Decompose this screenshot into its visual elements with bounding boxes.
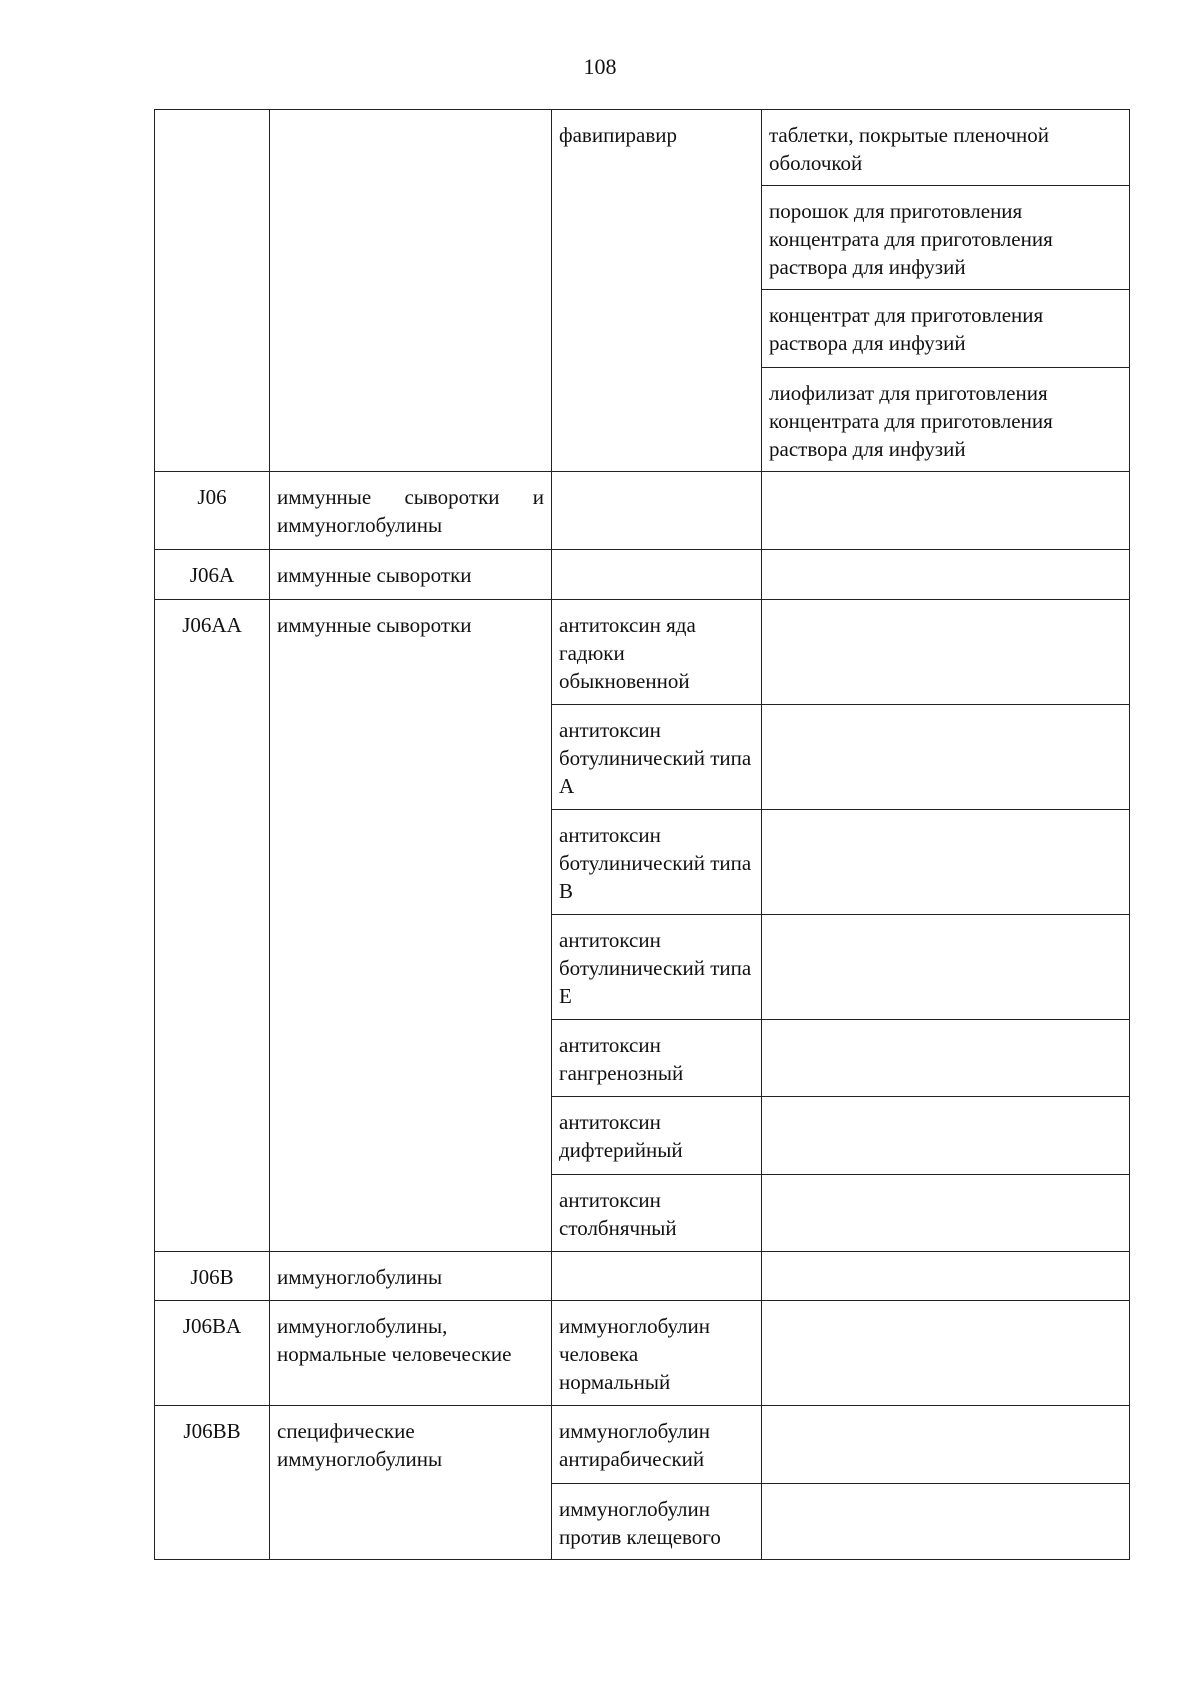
dosage-form-cell — [762, 1175, 1130, 1252]
dosage-form-cell: лиофилизат для приготовления концентрата для приготовления раствора для инфузий — [762, 368, 1130, 472]
drug-name-cell — [552, 550, 762, 600]
group-name-cell: специфические иммуноглобулины — [270, 1406, 552, 1560]
dosage-form-cell: концентрат для приготовления раствора для инфузий — [762, 290, 1130, 368]
dosage-form-cell — [762, 472, 1130, 550]
atc-code-cell — [155, 110, 270, 472]
group-name-cell: иммунные сыворотки и иммуноглобулины — [270, 472, 552, 550]
table-row — [155, 1301, 1130, 1406]
table-row — [155, 110, 1130, 186]
group-name-cell: иммунные сыворотки — [270, 600, 552, 1252]
dosage-form-cell: таблетки, покрытые пленочной оболочкой — [762, 110, 1130, 186]
table-row — [155, 1252, 1130, 1301]
drug-classification-table — [154, 109, 1130, 1560]
dosage-form-cell — [762, 1020, 1130, 1097]
drug-name-cell: фавипиравир — [552, 110, 762, 472]
group-name-cell: иммуноглобулины, нормальные человеческие — [270, 1301, 552, 1406]
drug-name-cell — [552, 1252, 762, 1301]
dosage-form-cell — [762, 1097, 1130, 1175]
dosage-form-cell — [762, 600, 1130, 705]
table-row — [155, 472, 1130, 550]
dosage-form-cell — [762, 1301, 1130, 1406]
drug-name-cell: иммуноглобулин против клещевого — [552, 1484, 762, 1560]
table-row — [155, 600, 1130, 705]
atc-code-cell: J06AA — [155, 600, 270, 1252]
atc-code-cell: J06 — [155, 472, 270, 550]
dosage-form-cell — [762, 1406, 1130, 1484]
table-row — [155, 1406, 1130, 1484]
dosage-form-cell — [762, 915, 1130, 1020]
dosage-form-cell — [762, 705, 1130, 810]
atc-code-cell: J06BA — [155, 1301, 270, 1406]
drug-name-cell: антитоксин ботулинический типа A — [552, 705, 762, 810]
dosage-form-cell — [762, 1252, 1130, 1301]
drug-name-cell: антитоксин гангренозный — [552, 1020, 762, 1097]
dosage-form-cell — [762, 1484, 1130, 1560]
group-name-cell — [270, 110, 552, 472]
dosage-form-cell — [762, 550, 1130, 600]
drug-name-cell: антитоксин яда гадюки обыкновенной — [552, 600, 762, 705]
drug-name-cell: антитоксин дифтерийный — [552, 1097, 762, 1175]
dosage-form-cell: порошок для приготовления концентрата для приготовления раствора для инфузий — [762, 186, 1130, 290]
group-name-cell: иммунные сыворотки — [270, 550, 552, 600]
atc-code-cell: J06B — [155, 1252, 270, 1301]
table-row — [155, 550, 1130, 600]
atc-code-cell: J06BB — [155, 1406, 270, 1560]
drug-name-cell: антитоксин ботулинический типа E — [552, 915, 762, 1020]
page-number: 108 — [583, 54, 617, 79]
group-name-cell: иммуноглобулины — [270, 1252, 552, 1301]
atc-code-cell: J06A — [155, 550, 270, 600]
drug-name-cell: иммуноглобулин человека нормальный — [552, 1301, 762, 1406]
drug-name-cell: иммуноглобулин антирабический — [552, 1406, 762, 1484]
drug-name-cell: антитоксин ботулинический типа B — [552, 810, 762, 915]
dosage-form-cell — [762, 810, 1130, 915]
drug-name-cell: антитоксин столбнячный — [552, 1175, 762, 1252]
drug-name-cell — [552, 472, 762, 550]
